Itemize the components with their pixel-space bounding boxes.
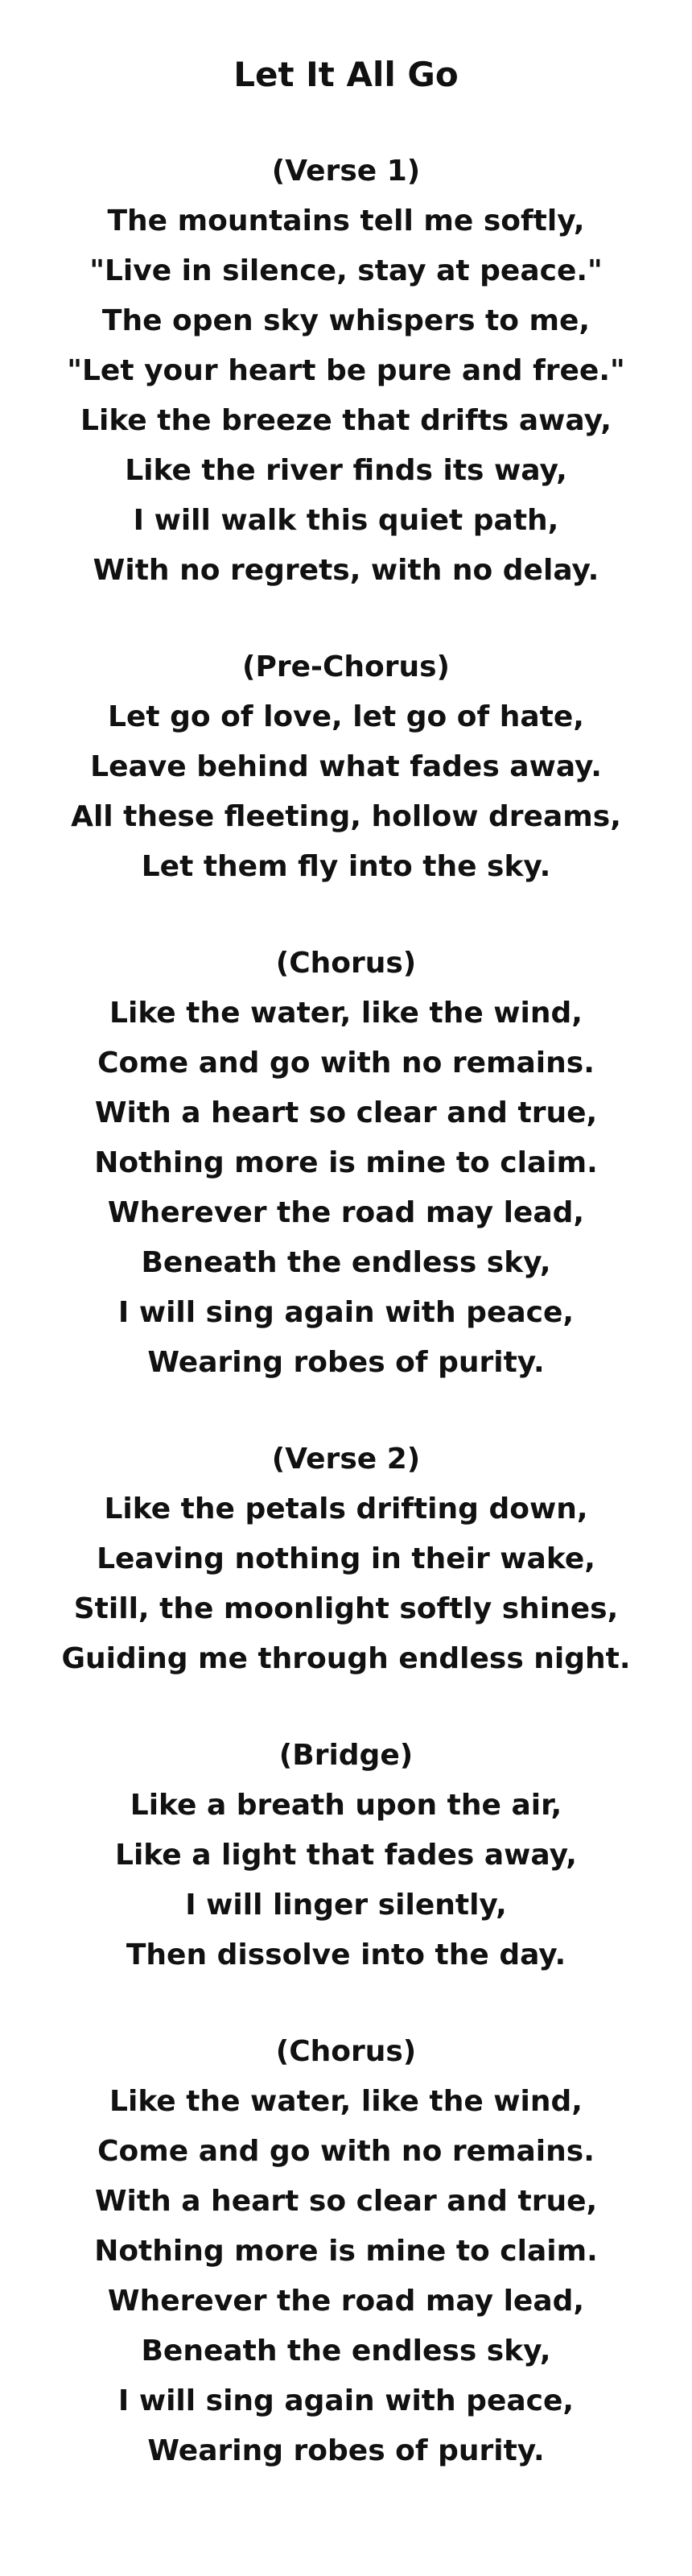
lyric-line: Still, the moonlight softly shines, <box>73 1592 619 1625</box>
section-label: (Verse 2) <box>271 1443 421 1476</box>
section-label: (Bridge) <box>278 1739 414 1772</box>
lyric-line: Nothing more is mine to claim. <box>94 1146 598 1179</box>
lyric-line: Wherever the road may lead, <box>107 2285 585 2318</box>
lyric-line: Like the water, like the wind, <box>109 2085 583 2118</box>
lyric-line: Come and go with no remains. <box>97 2135 595 2168</box>
lyric-line: Wearing robes of purity. <box>147 1346 545 1379</box>
lyric-line: With no regrets, with no delay. <box>93 554 599 587</box>
lyric-line: "Let your heart be pure and free." <box>67 354 625 387</box>
lyric-line: Wearing robes of purity. <box>147 2434 545 2467</box>
lyric-line: Like the breeze that drifts away, <box>80 404 612 437</box>
song-title: Let It All Go <box>233 55 459 94</box>
lyric-line: Leave behind what fades away. <box>90 750 602 783</box>
lyric-line: The open sky whispers to me, <box>101 304 591 337</box>
section-chorus-1 <box>0 939 692 1388</box>
lyric-line: I will sing again with peace, <box>117 1296 575 1329</box>
section-bridge <box>0 1731 692 1980</box>
lyric-line: Leaving nothing in their wake, <box>97 1542 595 1575</box>
lyric-line: Come and go with no remains. <box>97 1046 595 1080</box>
section-label: (Verse 1) <box>271 155 421 188</box>
lyric-line: With a heart so clear and true, <box>94 1096 598 1129</box>
section-verse-1 <box>0 147 692 596</box>
lyric-line: Wherever the road may lead, <box>107 1196 585 1229</box>
lyric-line: "Live in silence, stay at peace." <box>89 254 603 287</box>
lyric-line: Like a breath upon the air, <box>130 1789 562 1822</box>
lyric-line: Let them fly into the sky. <box>141 850 551 883</box>
section-label: (Pre-Chorus) <box>242 650 450 683</box>
section-pre-chorus <box>0 642 692 892</box>
lyric-line: I will sing again with peace, <box>117 2384 575 2417</box>
lyric-line: With a heart so clear and true, <box>94 2185 598 2218</box>
lyric-line: Then dissolve into the day. <box>126 1938 566 1971</box>
lyric-line: Like the water, like the wind, <box>109 997 583 1030</box>
lyric-line: The mountains tell me softly, <box>107 204 585 237</box>
lyric-line: Like a light that fades away, <box>115 1839 577 1872</box>
lyric-line: Let go of love, let go of hate, <box>108 700 584 733</box>
lyric-line: Like the river finds its way, <box>125 454 567 487</box>
lyric-line: All these fleeting, hollow dreams, <box>71 800 621 833</box>
section-verse-2 <box>0 1435 692 1684</box>
lyric-line: Beneath the endless sky, <box>141 2334 551 2368</box>
lyric-line: I will walk this quiet path, <box>133 504 559 537</box>
lyric-line: Nothing more is mine to claim. <box>94 2235 598 2268</box>
lyric-line: Like the petals drifting down, <box>104 1492 588 1525</box>
lyric-line: Guiding me through endless night. <box>61 1642 631 1675</box>
section-label: (Chorus) <box>275 2035 417 2068</box>
section-label: (Chorus) <box>275 947 417 980</box>
lyric-line: I will linger silently, <box>185 1889 507 1922</box>
lyric-line: Beneath the endless sky, <box>141 1246 551 1279</box>
section-chorus-2 <box>0 2027 692 2476</box>
